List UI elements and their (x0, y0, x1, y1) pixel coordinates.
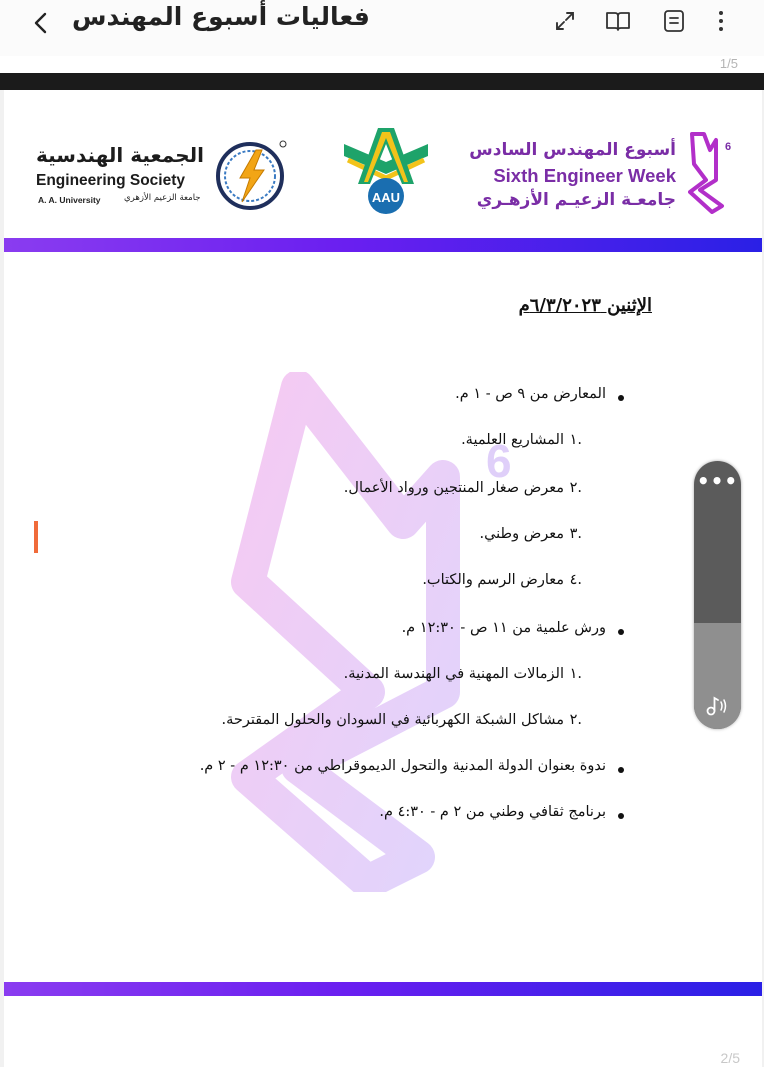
schedule-item-number: ٤. (569, 572, 582, 588)
sixth-week-university-ar: جامعـة الزعيـم الأزهـري (476, 190, 676, 210)
schedule-item-number: ٢. (569, 480, 582, 496)
expand-button[interactable] (547, 4, 583, 38)
reading-mode-icon (605, 10, 631, 32)
text-cursor-marker (34, 521, 38, 553)
engineering-society-university-en: A. A. University (38, 195, 101, 205)
header-gradient-bar (4, 238, 762, 252)
watermark-number: 6 (486, 435, 512, 487)
more-horizontal-icon[interactable]: ••• (696, 469, 739, 493)
schedule-numbered-item: معرض صغار المنتجين ورواد الأعمال. (343, 480, 564, 496)
document-title: فعاليات أسبوع المهندس (72, 2, 370, 31)
schedule-bullet-item: ورش علمية من ١١ ص - ١٢:٣٠ م. (401, 620, 606, 636)
engineering-society-university-ar: جامعة الزعيم الأزهري (124, 193, 201, 203)
schedule-bullet-item: ندوة بعنوان الدولة المدنية والتحول الديموقراطي من ١٢:٣٠ م - ٢ م. (199, 758, 606, 774)
schedule-item-number: ٢. (569, 712, 582, 728)
expand-icon (554, 10, 576, 32)
engineering-society-logo (210, 136, 294, 214)
sixth-week-title-en: Sixth Engineer Week (493, 165, 676, 186)
engineering-society-name-ar: الجمعية الهندسية (36, 143, 204, 167)
date-heading: الإثنين ٦/٣/٢٠٢٣م (518, 295, 652, 316)
bullet-marker (618, 395, 624, 401)
audio-note-icon (704, 694, 730, 718)
schedule-numbered-item: معارض الرسم والكتاب. (422, 572, 564, 588)
more-options-button[interactable] (703, 4, 739, 38)
schedule-bullet-item: برنامج ثقافي وطني من ٢ م - ٤:٣٠ م. (379, 804, 606, 820)
schedule-item-number: ١. (569, 666, 582, 682)
back-button[interactable] (24, 6, 58, 40)
schedule-item-number: ١. (569, 432, 582, 448)
page-indicator-2: 2/5 (720, 1050, 740, 1066)
page-separator (0, 73, 764, 90)
audio-button[interactable] (702, 691, 732, 721)
outline-icon (663, 9, 685, 33)
schedule-numbered-item: المشاريع العلمية. (461, 432, 564, 448)
outline-button[interactable] (656, 4, 692, 38)
reading-mode-button[interactable] (600, 4, 636, 38)
sixth-week-title-ar: أسبوع المهندس السادس (469, 140, 676, 160)
bullet-marker (618, 813, 624, 819)
more-vertical-icon (717, 10, 725, 32)
aau-logo (338, 124, 434, 216)
top-app-bar (0, 0, 764, 56)
sixth-week-badge-logo (688, 130, 734, 214)
page-indicator-1: 1/5 (719, 56, 738, 71)
schedule-numbered-item: الزمالات المهنية في الهندسة المدنية. (343, 666, 564, 682)
sixth-week-badge-number: 6 (725, 141, 732, 153)
floating-media-widget[interactable] (694, 461, 741, 729)
footer-gradient-bar (4, 982, 762, 996)
engineering-society-name-en: Engineering Society (36, 172, 186, 189)
schedule-numbered-item: مشاكل الشبكة الكهربائية في السودان والحلول المقترحة. (221, 712, 564, 728)
aau-logo-text: AAU (371, 190, 401, 205)
schedule-bullet-item: المعارض من ٩ ص - ١ م. (455, 386, 606, 402)
schedule-item-number: ٣. (569, 526, 582, 542)
bullet-marker (618, 767, 624, 773)
chevron-left-icon (31, 12, 51, 34)
schedule-numbered-item: معرض وطني. (479, 526, 564, 542)
bullet-marker (618, 629, 624, 635)
